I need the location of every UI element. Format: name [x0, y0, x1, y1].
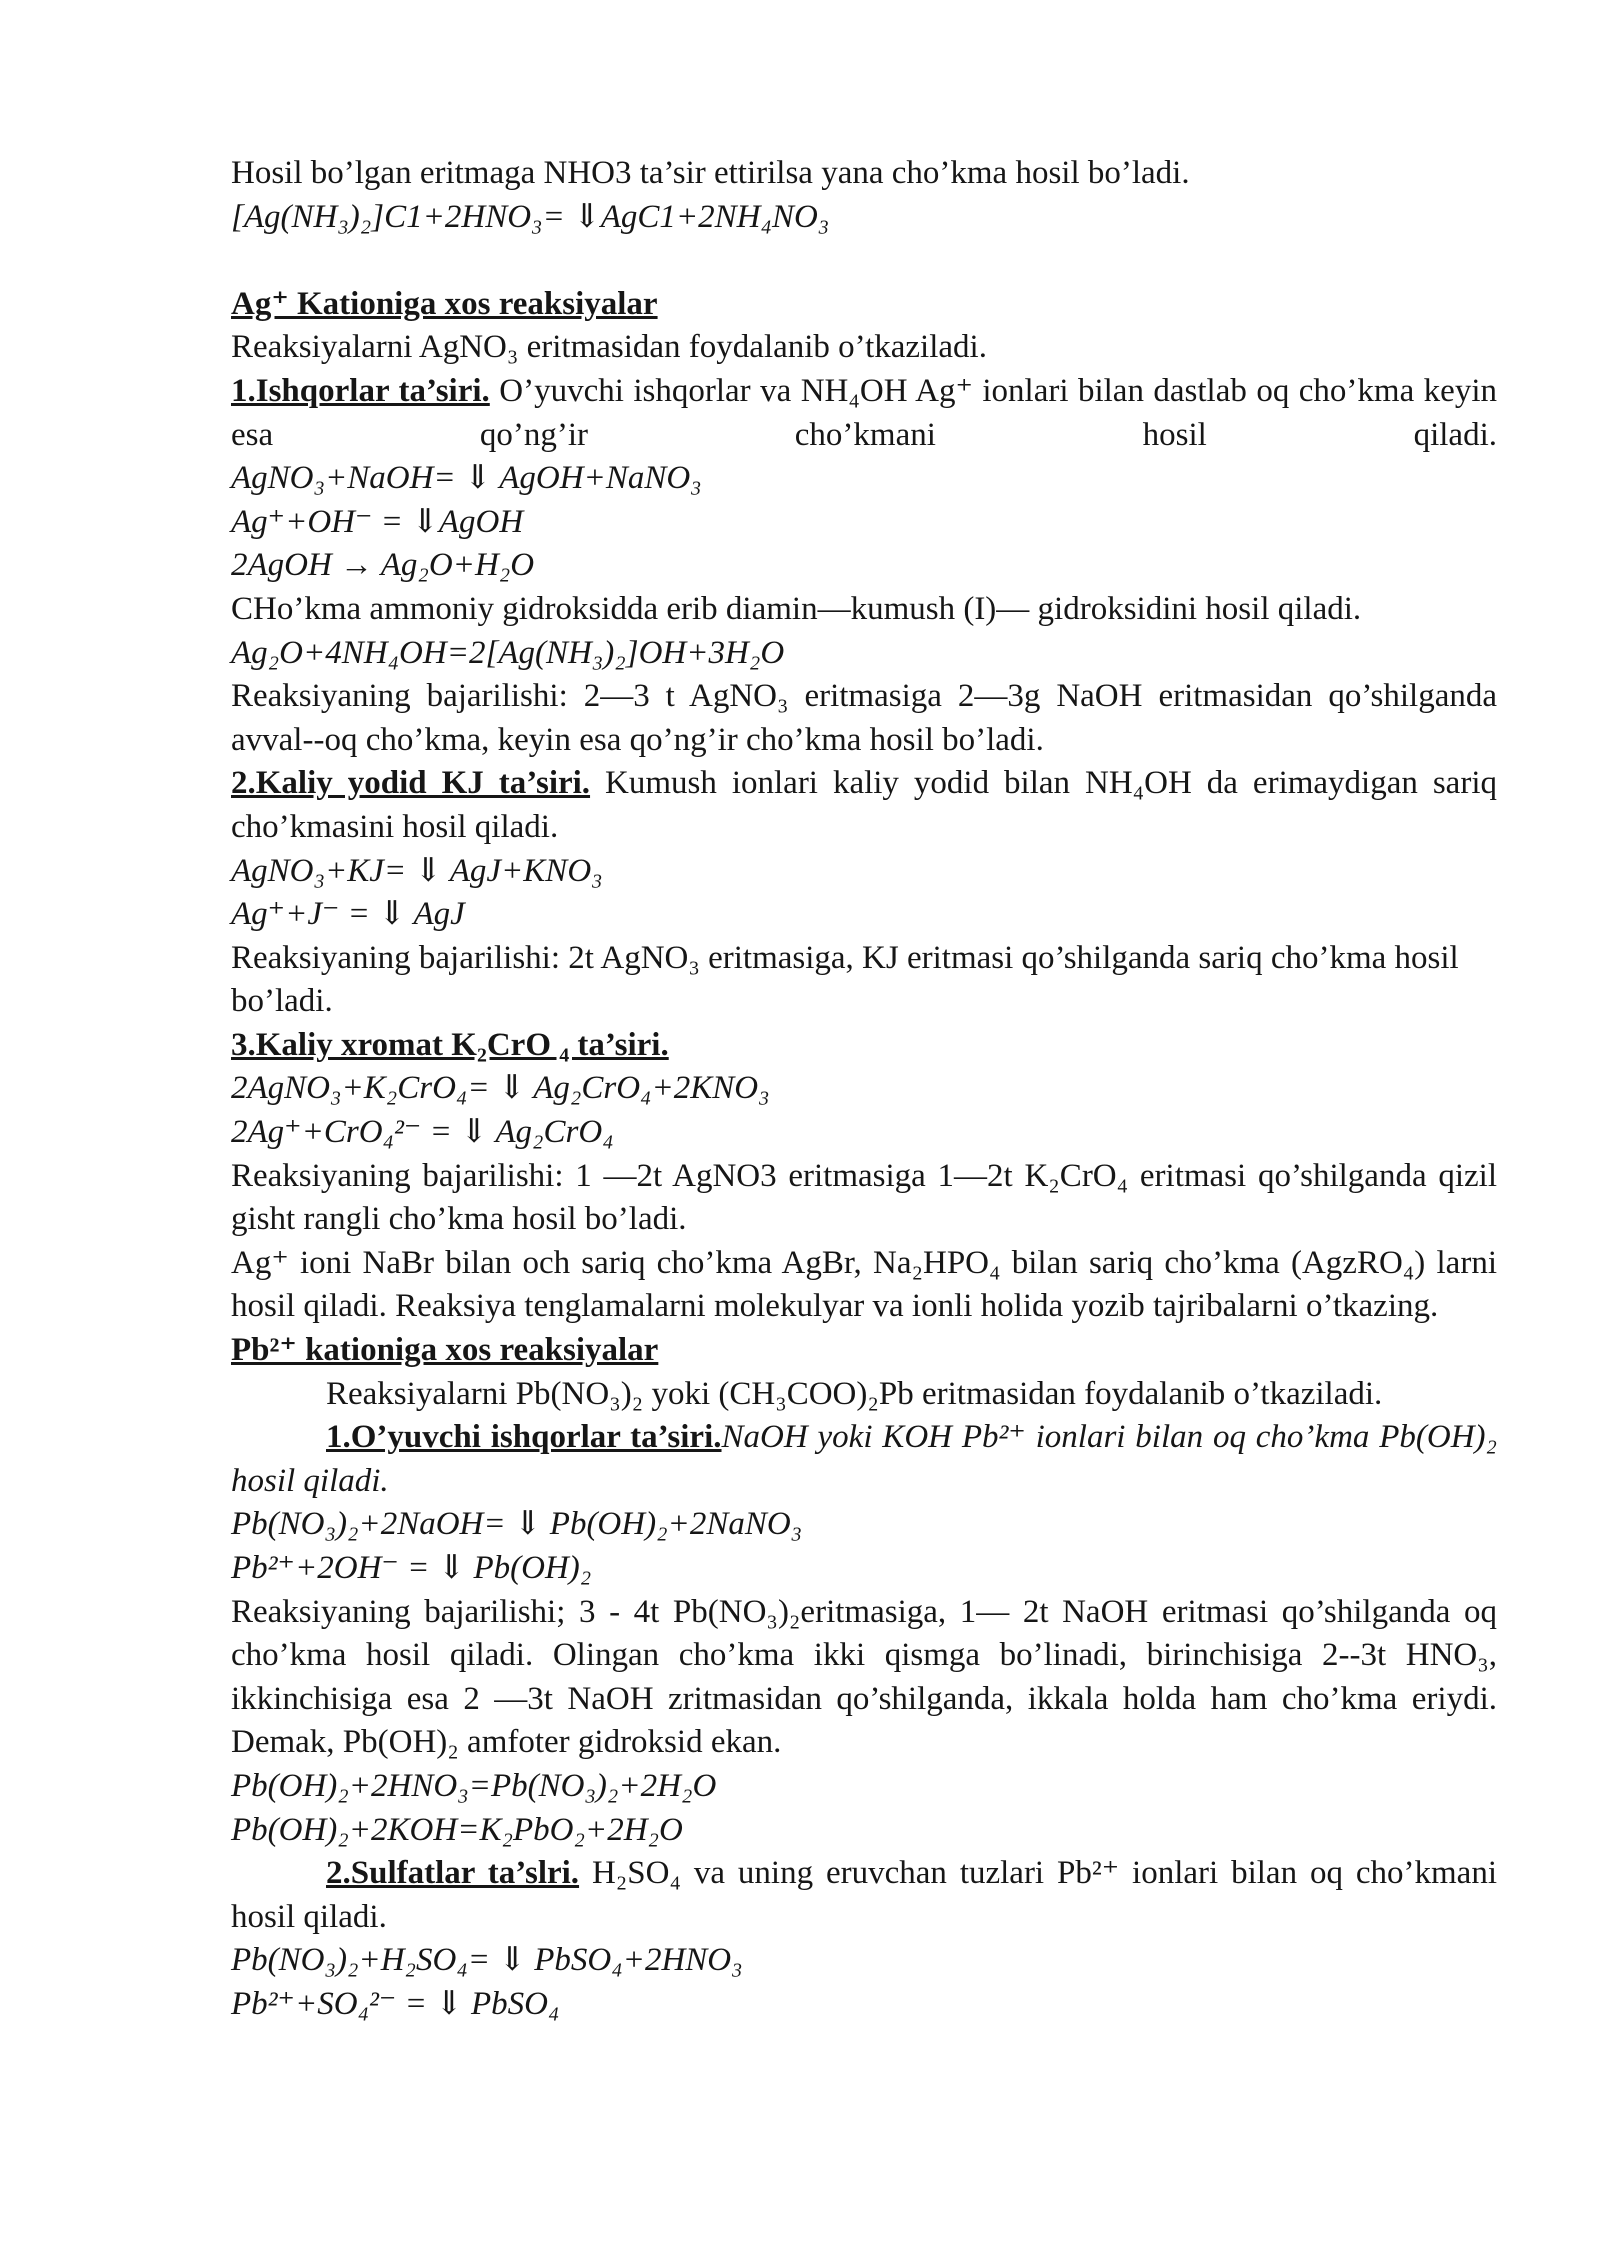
equation-pb-1: Pb(NO₃)₂+2NaOH= ⇓ Pb(OH)₂+2NaNO₃: [231, 1506, 803, 1543]
equation-pb-5: Pb(NO₃)₂+H₂SO₄= ⇓ PbSO₄+2HNO₃: [231, 1942, 743, 1979]
equation-pb-2: Pb²⁺+2OH⁻ = ⇓ Pb(OH)₂: [231, 1550, 592, 1586]
equation-ag-7: 2AgNO₃+K₂CrO₄= ⇓ Ag₂CrO₄+2KNO₃: [231, 1070, 770, 1107]
paragraph-pb-procedure-1: Reaksiyaning bajarilishi; 3 - 4t Pb(NO₃)₂eritmasiga, 1— 2t NaOH eritmasi qo’shilganda oq cho’kma hosil qiladi. Olingan cho’kma ikki qismga bo’linadi, birinchisiga 2--3t HNO₃, ikkinchisiga esa 2 —3t NaOH zritmasidan qo’shilganda, ikkala holda ham cho’kma eriydi. Demak, Pb(OH)₂ amfoter gidroksid ekan.: [231, 1593, 1497, 1761]
subheading-sulfate: 2.Sulfatlar ta’slri.: [326, 1855, 580, 1892]
equation-ag-3: 2AgOH → Ag₂O+H₂O: [231, 547, 535, 584]
paragraph-ag-ammonia: CHo’kma ammoniy gidroksidda erib diamin—kumush (I)— gidroksidini hosil qiladi.: [231, 590, 1362, 627]
sulfate-description: H₂SO₄ va uning eruvchan tuzlari Pb²⁺ ionlari bilan oq cho’kmani hosil qiladi.: [231, 1855, 1497, 1935]
equation-pb-4: Pb(OH)₂+2KOH=K₂PbO₂+2H₂O: [231, 1811, 683, 1848]
paragraph-hno3-note: Hosil bo’lgan eritmaga NHO3 ta’sir ettirilsa yana cho’kma hosil bo’ladi.: [231, 155, 1190, 191]
document-page: [231, 152, 1497, 2027]
equation-ag-8: 2Ag⁺+CrO₄²⁻ = ⇓ Ag₂CrO₄: [231, 1114, 614, 1151]
heading-ag-cation: Ag⁺ Kationiga xos reaksiyalar: [231, 285, 658, 322]
equation-ag-5: AgNO₃+KJ= ⇓ AgJ+KNO₃: [231, 852, 603, 889]
paragraph-ag-note: Ag⁺ ioni NaBr bilan och sariq cho’kma AgBr, Na₂HPO₄ bilan sariq cho’kma (AgzRO₄) larni hosil qiladi. Reaksiya tenglamalarni molekulyar va ionli holida yozib tajribalarni o’tkazing.: [231, 1244, 1497, 1325]
blank-line: [231, 239, 1497, 283]
paragraph-ag-procedure-1: Reaksiyaning bajarilishi: 2—3 t AgNO₃ eritmasiga 2—3g NaOH eritmasidan qo’shilganda avval--oq cho’kma, keyin esa qo’ng’ir cho’kma hosil bo’ladi.: [231, 678, 1497, 758]
iodide-description: Kumush ionlari kaliy yodid bilan NH₄OH da erimaydigan sariq cho’kmasini hosil qiladi.: [231, 765, 1497, 845]
equation-ag-1: AgNO₃+NaOH= ⇓ AgOH+NaNO₃: [231, 460, 702, 497]
pb-alkali-description: NaOH yoki KOH Pb²⁺ ionlari bilan oq cho’kma Pb(OH)₂ hosil qiladi.: [231, 1419, 1498, 1499]
subheading-chromate: 3.Kaliy xromat K₂CrO ₄ ta’siri.: [231, 1026, 669, 1063]
paragraph-ag-alkali: [231, 370, 1497, 457]
equation-ag-2: Ag⁺+OH⁻ = ⇓AgOH: [231, 503, 524, 540]
equation-ag-4: Ag₂O+4NH₄OH=2[Ag(NH₃)₂]OH+3H₂O: [231, 634, 785, 671]
equation-ag-6: Ag⁺+J⁻ = ⇓ AgJ: [231, 896, 465, 933]
subheading-alkali: 1.Ishqorlar ta’siri.: [231, 372, 490, 409]
heading-pb-cation: Pb²⁺ kationiga xos reaksiyalar: [231, 1332, 659, 1369]
paragraph-pb-intro: Reaksiyalarni Pb(NO₃)₂ yoki (CH₃COO)₂Pb eritmasidan foydalanib o’tkaziladi.: [326, 1375, 1383, 1412]
paragraph-ag-procedure-3: Reaksiyaning bajarilishi: 1 —2t AgNO3 eritmasiga 1—2t K₂CrO₄ eritmasi qo’shilganda qizil gisht rangli cho’kma hosil bo’ladi.: [231, 1157, 1497, 1238]
equation-pb-3: Pb(OH)₂+2HNO₃=Pb(NO₃)₂+2H₂O: [231, 1767, 717, 1804]
paragraph-pb-alkali: [231, 1416, 1497, 1503]
subheading-pb-alkali: 1.O’yuvchi ishqorlar ta’siri.: [326, 1419, 722, 1456]
paragraph-ag-procedure-2: Reaksiyaning bajarilishi: 2t AgNO₃ eritmasiga, KJ eritmasi qo’shilganda sariq cho’kma hosil bo’ladi.: [231, 939, 1459, 1020]
paragraph-ag-intro: Reaksiyalarni AgNO₃ eritmasidan foydalanib o’tkaziladi.: [231, 329, 987, 366]
paragraph-ag-iodide: [231, 762, 1497, 849]
alkali-description: O’yuvchi ishqorlar va NH₄OH Ag⁺ ionlari bilan dastlab oq cho’kma keyin esa qo’ng’ir cho’kmani hosil qiladi.: [231, 372, 1497, 453]
equation-silver-ammine-hno3: [Ag(NH₃)₂]C1+2HNO₃= ⇓AgC1+2NH₄NO₃: [231, 198, 830, 235]
equation-pb-6: Pb²⁺+SO₄²⁻ = ⇓ PbSO₄: [231, 1985, 560, 2022]
paragraph-pb-sulfate: [231, 1852, 1497, 1939]
subheading-iodide: 2.Kaliy yodid KJ ta’siri.: [231, 765, 591, 802]
